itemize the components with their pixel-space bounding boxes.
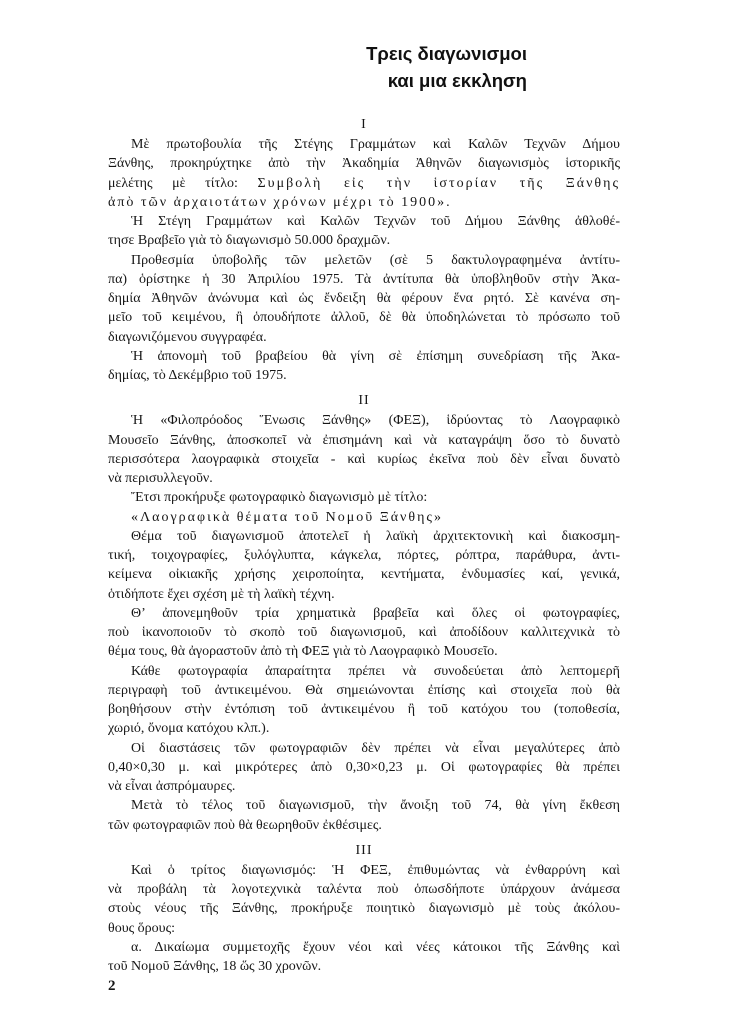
paragraph xyxy=(108,527,620,604)
article-title-line-1: Τρεις διαγωνισμοι xyxy=(366,43,527,64)
text-line: κείμενα οἰκιακῆς χρήσης χειροποίητα, κεντήματα, ἐνδυμασίες καί, γενικά, xyxy=(108,567,620,583)
paragraph xyxy=(108,251,620,347)
paragraph xyxy=(108,604,620,662)
paragraph xyxy=(108,739,620,797)
text-run: μελέτης μὲ τίτλο: xyxy=(108,175,258,191)
text-line xyxy=(108,508,620,527)
article-title-line-2: και μια εκκληση xyxy=(387,70,527,91)
text-line: περισσότερα λαογραφικὰ στοιχεῖα - καὶ κυρίως ἐκεῖνα ποὺ δὲν εἶναι δυνατὸ xyxy=(108,451,620,467)
text-line: Καὶ ὁ τρίτος διαγωνισμός: Ἡ ΦΕΞ, ἐπιθυμώντας νὰ ἐνθαρρύνη καὶ xyxy=(131,862,620,878)
text-line: Ἡ «Φιλοπρόοδος Ἕνωσις Ξάνθης» (ΦΕΞ), ἱδρύοντας τὸ Λαογραφικὸ xyxy=(131,413,620,429)
article-section-3 xyxy=(108,835,620,977)
text-line: θους ὅρους: xyxy=(108,920,176,936)
text-line: βοηθήσουν στὴν ἐντόπιση τοῦ ἀντικειμένου ἢ τοῦ κατόχου του (τοποθεσία, xyxy=(108,702,620,717)
text-line: δημίας, τὸ Δεκέμβριο τοῦ 1975. xyxy=(108,368,287,383)
paragraph xyxy=(108,488,620,507)
text-line: ὁτιδήποτε ἔχει σχέση μὲ τὴ λαϊκὴ τέχνη. xyxy=(108,586,335,602)
text-line: θέμα τους, θὰ ἀγοραστοῦν ἀπὸ τὴ ΦΕΞ γιὰ τὸ Λαογραφικὸ Μουσεῖο. xyxy=(108,644,498,660)
text-line: νὰ προβάλη τὰ λογοτεχνικὰ ταλέντα ποὺ ὁπωσδήποτε ὑπάρχουν ἀνάμεσα xyxy=(108,882,620,897)
paragraph xyxy=(108,411,620,488)
text-line: περιγραφὴ τοῦ ἀντικειμένου. Θὰ σημειώνονται ἐπίσης καὶ στοιχεῖα ποὺ θὰ xyxy=(108,682,620,698)
text-line: τική, τοιχογραφίες, ξυλόγλυπτα, κάγκελα, πόρτες, ρόπτρα, παράθυρα, ἀντι- xyxy=(108,548,620,563)
text-line: α. Δικαίωμα συμμετοχῆς ἔχουν νέοι καὶ νέες κάτοικοι τῆς Ξάνθης καὶ xyxy=(131,939,620,955)
text-line: Ἡ Στέγη Γραμμάτων καὶ Καλῶν Τεχνῶν τοῦ Δήμου Ξάνθης ἀθλοθέ- xyxy=(131,214,620,229)
text-line: στοὺς νέους τῆς Ξάνθης, προκήρυξε ποιητικὸ διαγωνισμὸ μὲ τοὺς ἀκόλου- xyxy=(108,901,620,917)
emphasized-text: ἀπὸ τῶν ἀρχαιοτάτων χρόνων μέχρι τὸ 1900» xyxy=(108,194,447,210)
emphasized-text: Συμβολὴ εἰς τὴν ἱστορίαν τῆς Ξάνθης xyxy=(257,175,620,191)
emphasized-text: «Λαογραφικὰ θέματα τοῦ Νομοῦ Ξάνθης» xyxy=(131,509,443,525)
text-line: δημία Ἀθηνῶν ἀνώνυμα καὶ ὡς ἔνδειξη θὰ φέρουν ἕνα ρητό. Σὲ κανένα ση- xyxy=(108,291,620,306)
paragraph xyxy=(108,135,620,212)
text-line: διαγωνιζόμενου συγγραφέα. xyxy=(108,329,267,345)
text-line: Κάθε φωτογραφία ἀπαραίτητα πρέπει νὰ συνοδεύεται ἀπὸ λεπτομερῆ xyxy=(131,663,620,679)
text-line: τησε Βραβεῖο γιὰ τὸ διαγωνισμὸ 50.000 δραχμῶν. xyxy=(108,233,391,249)
text-line: τῶν φωτογραφιῶν ποὺ θὰ θεωρηθοῦν ἐκθέσιμες. xyxy=(108,817,382,833)
text-line: Θ’ ἀπονεμηθοῦν τρία χρηματικὰ βραβεῖα καὶ ὅλες οἱ φωτογραφίες, xyxy=(131,605,620,621)
text-line: Μουσεῖο Ξάνθης, ἀποσκοπεῖ νὰ ἐπισημάνη καὶ νὰ καταγράψη ὅσο τὸ δυνατὸ xyxy=(108,432,620,448)
paragraph xyxy=(108,861,620,938)
text-line xyxy=(108,174,620,193)
text-line: νὰ εἶναι ἀσπρόμαυρες. xyxy=(108,779,236,794)
paragraph xyxy=(108,662,620,739)
article-body xyxy=(108,109,620,976)
section-numeral: II xyxy=(358,393,370,409)
text-line: Ἡ ἀπονομὴ τοῦ βραβείου θὰ γίνη σὲ ἐπίσημη συνεδρίαση τῆς Ἀκα- xyxy=(131,348,620,364)
text-line: χωριό, ὄνομα κατόχου κλπ.). xyxy=(108,721,270,737)
text-line xyxy=(108,193,620,212)
text-line: Θέμα τοῦ διαγωνισμοῦ ἀποτελεῖ ἡ λαϊκὴ ἀρχιτεκτονικὴ καὶ διακοσμη- xyxy=(131,528,620,544)
section-numeral: III xyxy=(355,842,373,858)
text-line: Προθεσμία ὑποβολῆς τῶν μελετῶν (σὲ 5 δακτυλογραφημένα ἀντίτυ- xyxy=(131,252,620,268)
text-line: Μὲ πρωτοβουλία τῆς Στέγης Γραμμάτων καὶ Καλῶν Τεχνῶν Δήμου xyxy=(131,137,620,152)
text-line: τοῦ Νομοῦ Ξάνθης, 18 ὥς 30 χρονῶν. xyxy=(108,959,322,974)
text-line: νὰ περισυλλεγοῦν. xyxy=(108,471,213,486)
paragraph xyxy=(108,938,620,977)
article-section-1 xyxy=(108,109,620,385)
paragraph xyxy=(108,796,620,835)
text-line: μεῖο τοῦ κειμένου, ἢ ὁπουδήποτε ἀλλοῦ, δὲ θὰ ὑποδηλώνεται τὸ πρόσωπο τοῦ xyxy=(108,310,620,326)
paragraph xyxy=(108,212,620,251)
paragraph xyxy=(108,347,620,386)
text-line: 0,40×0,30 μ. καὶ μικρότερες ἀπὸ 0,30×0,23 μ. Οἱ φωτογραφίες θὰ πρέπει xyxy=(108,759,620,775)
text-line: πα) ὁρίστηκε ἡ 30 Ἀπριλίου 1975. Τὰ ἀντίτυπα θὰ ὑποβληθοῦν στὴν Ἀκα- xyxy=(108,271,620,287)
article-section-2 xyxy=(108,385,620,835)
text-line: Μετὰ τὸ τέλος τοῦ διαγωνισμοῦ, τὴν ἄνοιξη τοῦ 74, θὰ γίνη ἔκθεση xyxy=(131,798,620,814)
text-line: Ἔτσι προκήρυξε φωτογραφικὸ διαγωνισμὸ μὲ τίτλο: xyxy=(131,490,428,506)
text-line: ποὺ ἱκανοποιοῦν τὸ σκοπὸ τοῦ διαγωνισμοῦ, καὶ ἀποδίδουν καλλιτεχνικὰ τὸ xyxy=(108,625,620,640)
page-number: 2 xyxy=(108,978,116,994)
text-line: Ξάνθης, προκηρύχτηκε ἀπὸ τὴν Ἀκαδημία Ἀθηνῶν διαγωνισμὸς ἱστορικῆς xyxy=(108,156,620,172)
article-title xyxy=(366,40,527,94)
text-run: . xyxy=(446,194,450,210)
text-line: Οἱ διαστάσεις τῶν φωτογραφιῶν δὲν πρέπει νὰ εἶναι μεγαλύτερες ἀπὸ xyxy=(131,740,620,756)
section-numeral: I xyxy=(361,117,367,132)
paragraph xyxy=(108,508,620,527)
